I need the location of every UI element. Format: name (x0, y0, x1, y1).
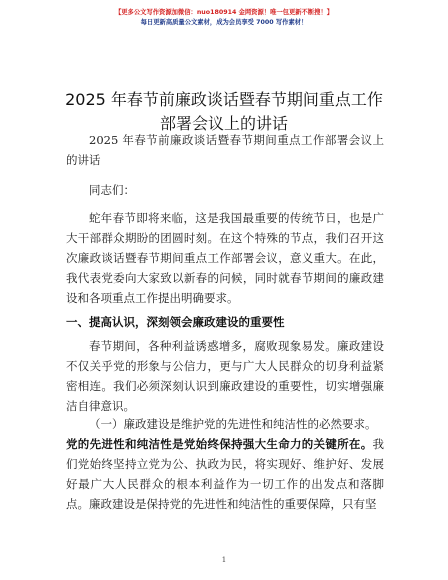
document-subtitle: 2025 年春节前廉政谈话暨春节期间重点工作部署会议上的讲话 (66, 133, 384, 167)
sub-heading-1: （一）廉政建设是维护党的先进性和纯洁性的必然要求。 (89, 417, 377, 431)
page-number: 1 (221, 556, 227, 564)
section-heading-1: 一、提高认识，深刻领会廉政建设的重要性 (66, 315, 285, 329)
body-paragraph-1: 春节期间，各种利益诱惑增多，腐败现象易发。廉政建设不仅关乎党的形象与公信力，更与广大人民群众的切身利益紧密相连。我们必须深刻认识到廉政建设的重要性，切实增强廉洁自律意识。 (66, 339, 384, 413)
document-title: 2025 年春节前廉政谈话暨春节期间重点工作部署会议上的讲话 (65, 90, 383, 133)
body-paragraph-2-rest: 我们党始终坚持立党为公、执政为民，将实现好、维护好、发展好最广大人民群众的根本利益作为一切工作的出发点和落脚点。廉政建设是保持党的先进性和纯洁性的重要保障，只有坚 (66, 437, 384, 511)
key-sentence: 党的先进性和纯洁性是党始终保持强大生命力的关键所在。 (66, 437, 373, 451)
intro-paragraph: 蛇年春节即将来临，这是我国最重要的传统节日，也是广大干部群众期盼的团圆时刻。在这个特殊的节点，我们召开这次廉政谈话暨春节期间重点工作部署会议，意义重大。在此，我代表党委向大家致以新春的问候，同时就春节期间的廉政建设和各项重点工作提出明确要求。 (66, 211, 384, 305)
promo-banner-sub: 每日更新高质量公文素材，成为会员享受 7000 写作素材！ (140, 19, 308, 26)
promo-banner-top: 【更多公文写作资源加微信：nuo180914 金网资源！唯一包更新不断搜！】 (114, 9, 334, 16)
greeting: 同志们： (89, 183, 135, 197)
body-paragraph-2 (66, 434, 384, 514)
